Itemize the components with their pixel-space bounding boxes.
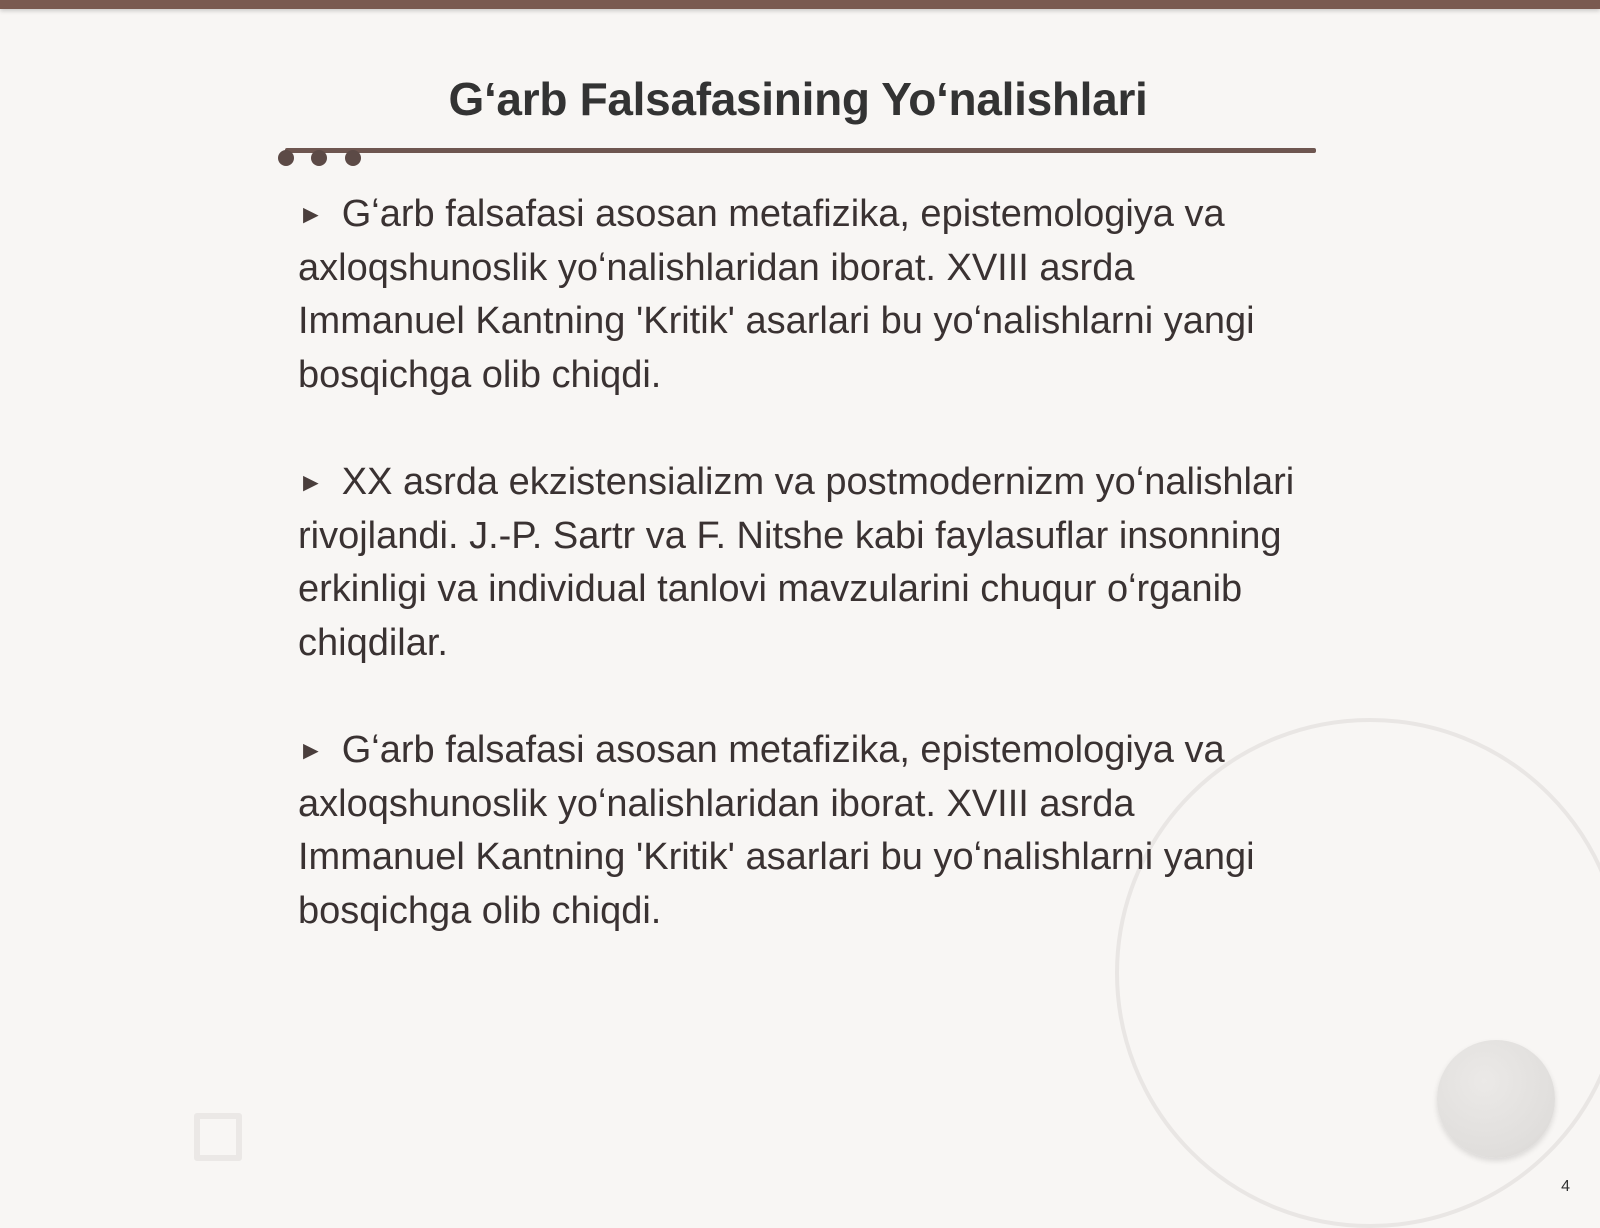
title-underline [285,148,1316,153]
top-accent-bar [0,0,1600,9]
bullet-paragraph [298,724,1298,938]
bullet-text: XX asrda ekzistensializm va postmodernizm yoʻnalishlari rivojlandi. J.-P. Sartr va F. Nitshe kabi faylasuflar insonning erkinligi va individual tanlovi mavzularini chuqur oʻrganib chiqdilar. [298,461,1295,664]
slide-content [298,188,1298,992]
bullet-paragraph [298,188,1298,402]
decorative-square [194,1113,242,1161]
decorative-dot [278,150,294,166]
bullet-text: Gʻarb falsafasi asosan metafizika, epistemologiya va axloqshunoslik yoʻnalishlaridan iborat. XVIII asrda Immanuel Kantning 'Kritik' asarlari bu yoʻnalishlarni yangi bosqichga olib chiqdi. [298,729,1255,932]
decorative-dot [345,150,361,166]
page-number: 4 [1561,1178,1570,1195]
triangle-right-icon: ► [298,467,324,497]
bullet-text: Gʻarb falsafasi asosan metafizika, epistemologiya va axloqshunoslik yoʻnalishlaridan iborat. XVIII asrda Immanuel Kantning 'Kritik' asarlari bu yoʻnalishlarni yangi bosqichga olib chiqdi. [298,193,1255,396]
triangle-right-icon: ► [298,735,324,765]
slide-title: Gʻarb Falsafasining Yoʻnalishlari [448,73,1148,125]
decorative-dot [311,150,327,166]
bullet-paragraph [298,456,1298,670]
triangle-right-icon: ► [298,199,324,229]
decorative-circle [1437,1040,1555,1158]
